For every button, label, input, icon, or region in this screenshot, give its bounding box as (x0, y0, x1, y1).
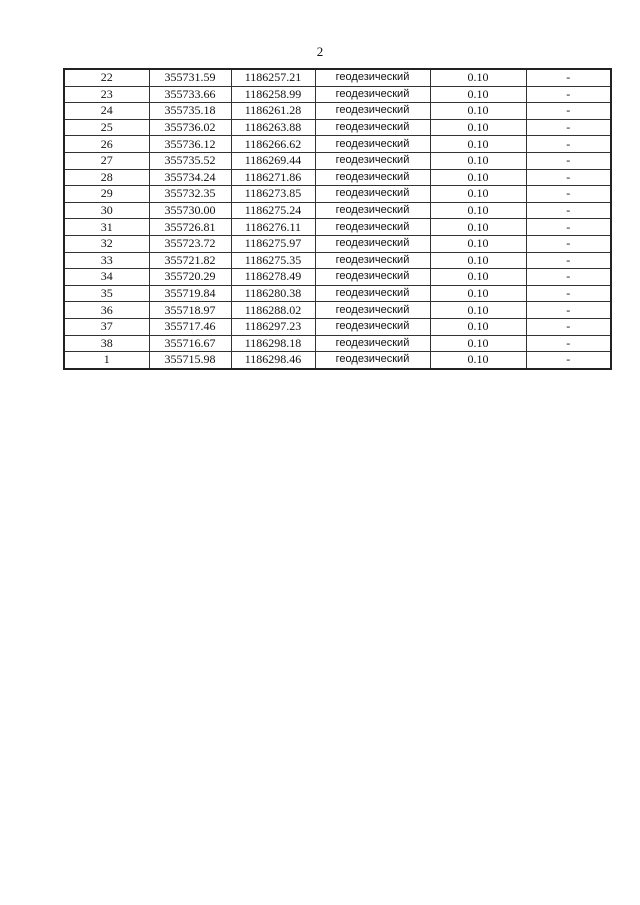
y-coordinate-cell: 1186275.97 (231, 235, 315, 252)
note-cell: - (526, 252, 611, 269)
table-row (64, 252, 611, 269)
y-coordinate-cell: 1186263.88 (231, 119, 315, 136)
coordinates-table-body (64, 69, 611, 369)
note-cell: - (526, 285, 611, 302)
note-cell: - (526, 269, 611, 286)
coordinates-table (63, 68, 612, 370)
y-coordinate-cell: 1186280.38 (231, 285, 315, 302)
note-cell: - (526, 119, 611, 136)
table-row (64, 269, 611, 286)
accuracy-cell: 0.10 (430, 235, 526, 252)
accuracy-cell: 0.10 (430, 152, 526, 169)
table-row (64, 202, 611, 219)
point-number-cell: 29 (64, 186, 149, 203)
point-number-cell: 25 (64, 119, 149, 136)
x-coordinate-cell: 355735.52 (149, 152, 231, 169)
y-coordinate-cell: 1186271.86 (231, 169, 315, 186)
point-number-cell: 37 (64, 318, 149, 335)
table-row (64, 318, 611, 335)
point-number-cell: 33 (64, 252, 149, 269)
method-cell: геодезический (315, 335, 430, 352)
point-number-cell: 23 (64, 86, 149, 103)
x-coordinate-cell: 355732.35 (149, 186, 231, 203)
y-coordinate-cell: 1186266.62 (231, 136, 315, 153)
table-row (64, 86, 611, 103)
x-coordinate-cell: 355733.66 (149, 86, 231, 103)
point-number-cell: 31 (64, 219, 149, 236)
accuracy-cell: 0.10 (430, 269, 526, 286)
y-coordinate-cell: 1186276.11 (231, 219, 315, 236)
note-cell: - (526, 69, 611, 86)
accuracy-cell: 0.10 (430, 352, 526, 369)
method-cell: геодезический (315, 235, 430, 252)
y-coordinate-cell: 1186275.35 (231, 252, 315, 269)
accuracy-cell: 0.10 (430, 285, 526, 302)
x-coordinate-cell: 355719.84 (149, 285, 231, 302)
method-cell: геодезический (315, 285, 430, 302)
note-cell: - (526, 103, 611, 120)
y-coordinate-cell: 1186257.21 (231, 69, 315, 86)
note-cell: - (526, 352, 611, 369)
point-number-cell: 1 (64, 352, 149, 369)
point-number-cell: 28 (64, 169, 149, 186)
method-cell: геодезический (315, 269, 430, 286)
table-row (64, 219, 611, 236)
note-cell: - (526, 136, 611, 153)
table-row (64, 103, 611, 120)
point-number-cell: 26 (64, 136, 149, 153)
accuracy-cell: 0.10 (430, 219, 526, 236)
table-row (64, 69, 611, 86)
note-cell: - (526, 86, 611, 103)
method-cell: геодезический (315, 186, 430, 203)
note-cell: - (526, 169, 611, 186)
method-cell: геодезический (315, 103, 430, 120)
method-cell: геодезический (315, 252, 430, 269)
table-row (64, 152, 611, 169)
accuracy-cell: 0.10 (430, 186, 526, 203)
x-coordinate-cell: 355731.59 (149, 69, 231, 86)
method-cell: геодезический (315, 86, 430, 103)
method-cell: геодезический (315, 136, 430, 153)
y-coordinate-cell: 1186261.28 (231, 103, 315, 120)
y-coordinate-cell: 1186298.46 (231, 352, 315, 369)
point-number-cell: 34 (64, 269, 149, 286)
point-number-cell: 24 (64, 103, 149, 120)
table-row (64, 352, 611, 369)
x-coordinate-cell: 355723.72 (149, 235, 231, 252)
x-coordinate-cell: 355720.29 (149, 269, 231, 286)
accuracy-cell: 0.10 (430, 302, 526, 319)
table-row (64, 169, 611, 186)
x-coordinate-cell: 355735.18 (149, 103, 231, 120)
point-number-cell: 32 (64, 235, 149, 252)
method-cell: геодезический (315, 119, 430, 136)
method-cell: геодезический (315, 69, 430, 86)
note-cell: - (526, 186, 611, 203)
table-row (64, 235, 611, 252)
accuracy-cell: 0.10 (430, 335, 526, 352)
x-coordinate-cell: 355734.24 (149, 169, 231, 186)
accuracy-cell: 0.10 (430, 136, 526, 153)
method-cell: геодезический (315, 352, 430, 369)
note-cell: - (526, 152, 611, 169)
y-coordinate-cell: 1186269.44 (231, 152, 315, 169)
method-cell: геодезический (315, 202, 430, 219)
table-row (64, 186, 611, 203)
x-coordinate-cell: 355726.81 (149, 219, 231, 236)
note-cell: - (526, 219, 611, 236)
point-number-cell: 36 (64, 302, 149, 319)
note-cell: - (526, 235, 611, 252)
table-row (64, 335, 611, 352)
point-number-cell: 27 (64, 152, 149, 169)
x-coordinate-cell: 355717.46 (149, 318, 231, 335)
accuracy-cell: 0.10 (430, 69, 526, 86)
method-cell: геодезический (315, 302, 430, 319)
x-coordinate-cell: 355736.02 (149, 119, 231, 136)
y-coordinate-cell: 1186258.99 (231, 86, 315, 103)
point-number-cell: 35 (64, 285, 149, 302)
x-coordinate-cell: 355715.98 (149, 352, 231, 369)
accuracy-cell: 0.10 (430, 318, 526, 335)
y-coordinate-cell: 1186288.02 (231, 302, 315, 319)
accuracy-cell: 0.10 (430, 86, 526, 103)
point-number-cell: 30 (64, 202, 149, 219)
method-cell: геодезический (315, 169, 430, 186)
note-cell: - (526, 318, 611, 335)
x-coordinate-cell: 355730.00 (149, 202, 231, 219)
y-coordinate-cell: 1186297.23 (231, 318, 315, 335)
y-coordinate-cell: 1186275.24 (231, 202, 315, 219)
point-number-cell: 22 (64, 69, 149, 86)
y-coordinate-cell: 1186298.18 (231, 335, 315, 352)
accuracy-cell: 0.10 (430, 252, 526, 269)
point-number-cell: 38 (64, 335, 149, 352)
method-cell: геодезический (315, 318, 430, 335)
accuracy-cell: 0.10 (430, 119, 526, 136)
method-cell: геодезический (315, 219, 430, 236)
accuracy-cell: 0.10 (430, 103, 526, 120)
table-row (64, 302, 611, 319)
x-coordinate-cell: 355736.12 (149, 136, 231, 153)
accuracy-cell: 0.10 (430, 202, 526, 219)
note-cell: - (526, 302, 611, 319)
note-cell: - (526, 335, 611, 352)
y-coordinate-cell: 1186273.85 (231, 186, 315, 203)
table-row (64, 119, 611, 136)
method-cell: геодезический (315, 152, 430, 169)
accuracy-cell: 0.10 (430, 169, 526, 186)
y-coordinate-cell: 1186278.49 (231, 269, 315, 286)
table-row (64, 285, 611, 302)
x-coordinate-cell: 355716.67 (149, 335, 231, 352)
x-coordinate-cell: 355718.97 (149, 302, 231, 319)
page-number: 2 (316, 44, 324, 59)
table-row (64, 136, 611, 153)
x-coordinate-cell: 355721.82 (149, 252, 231, 269)
note-cell: - (526, 202, 611, 219)
